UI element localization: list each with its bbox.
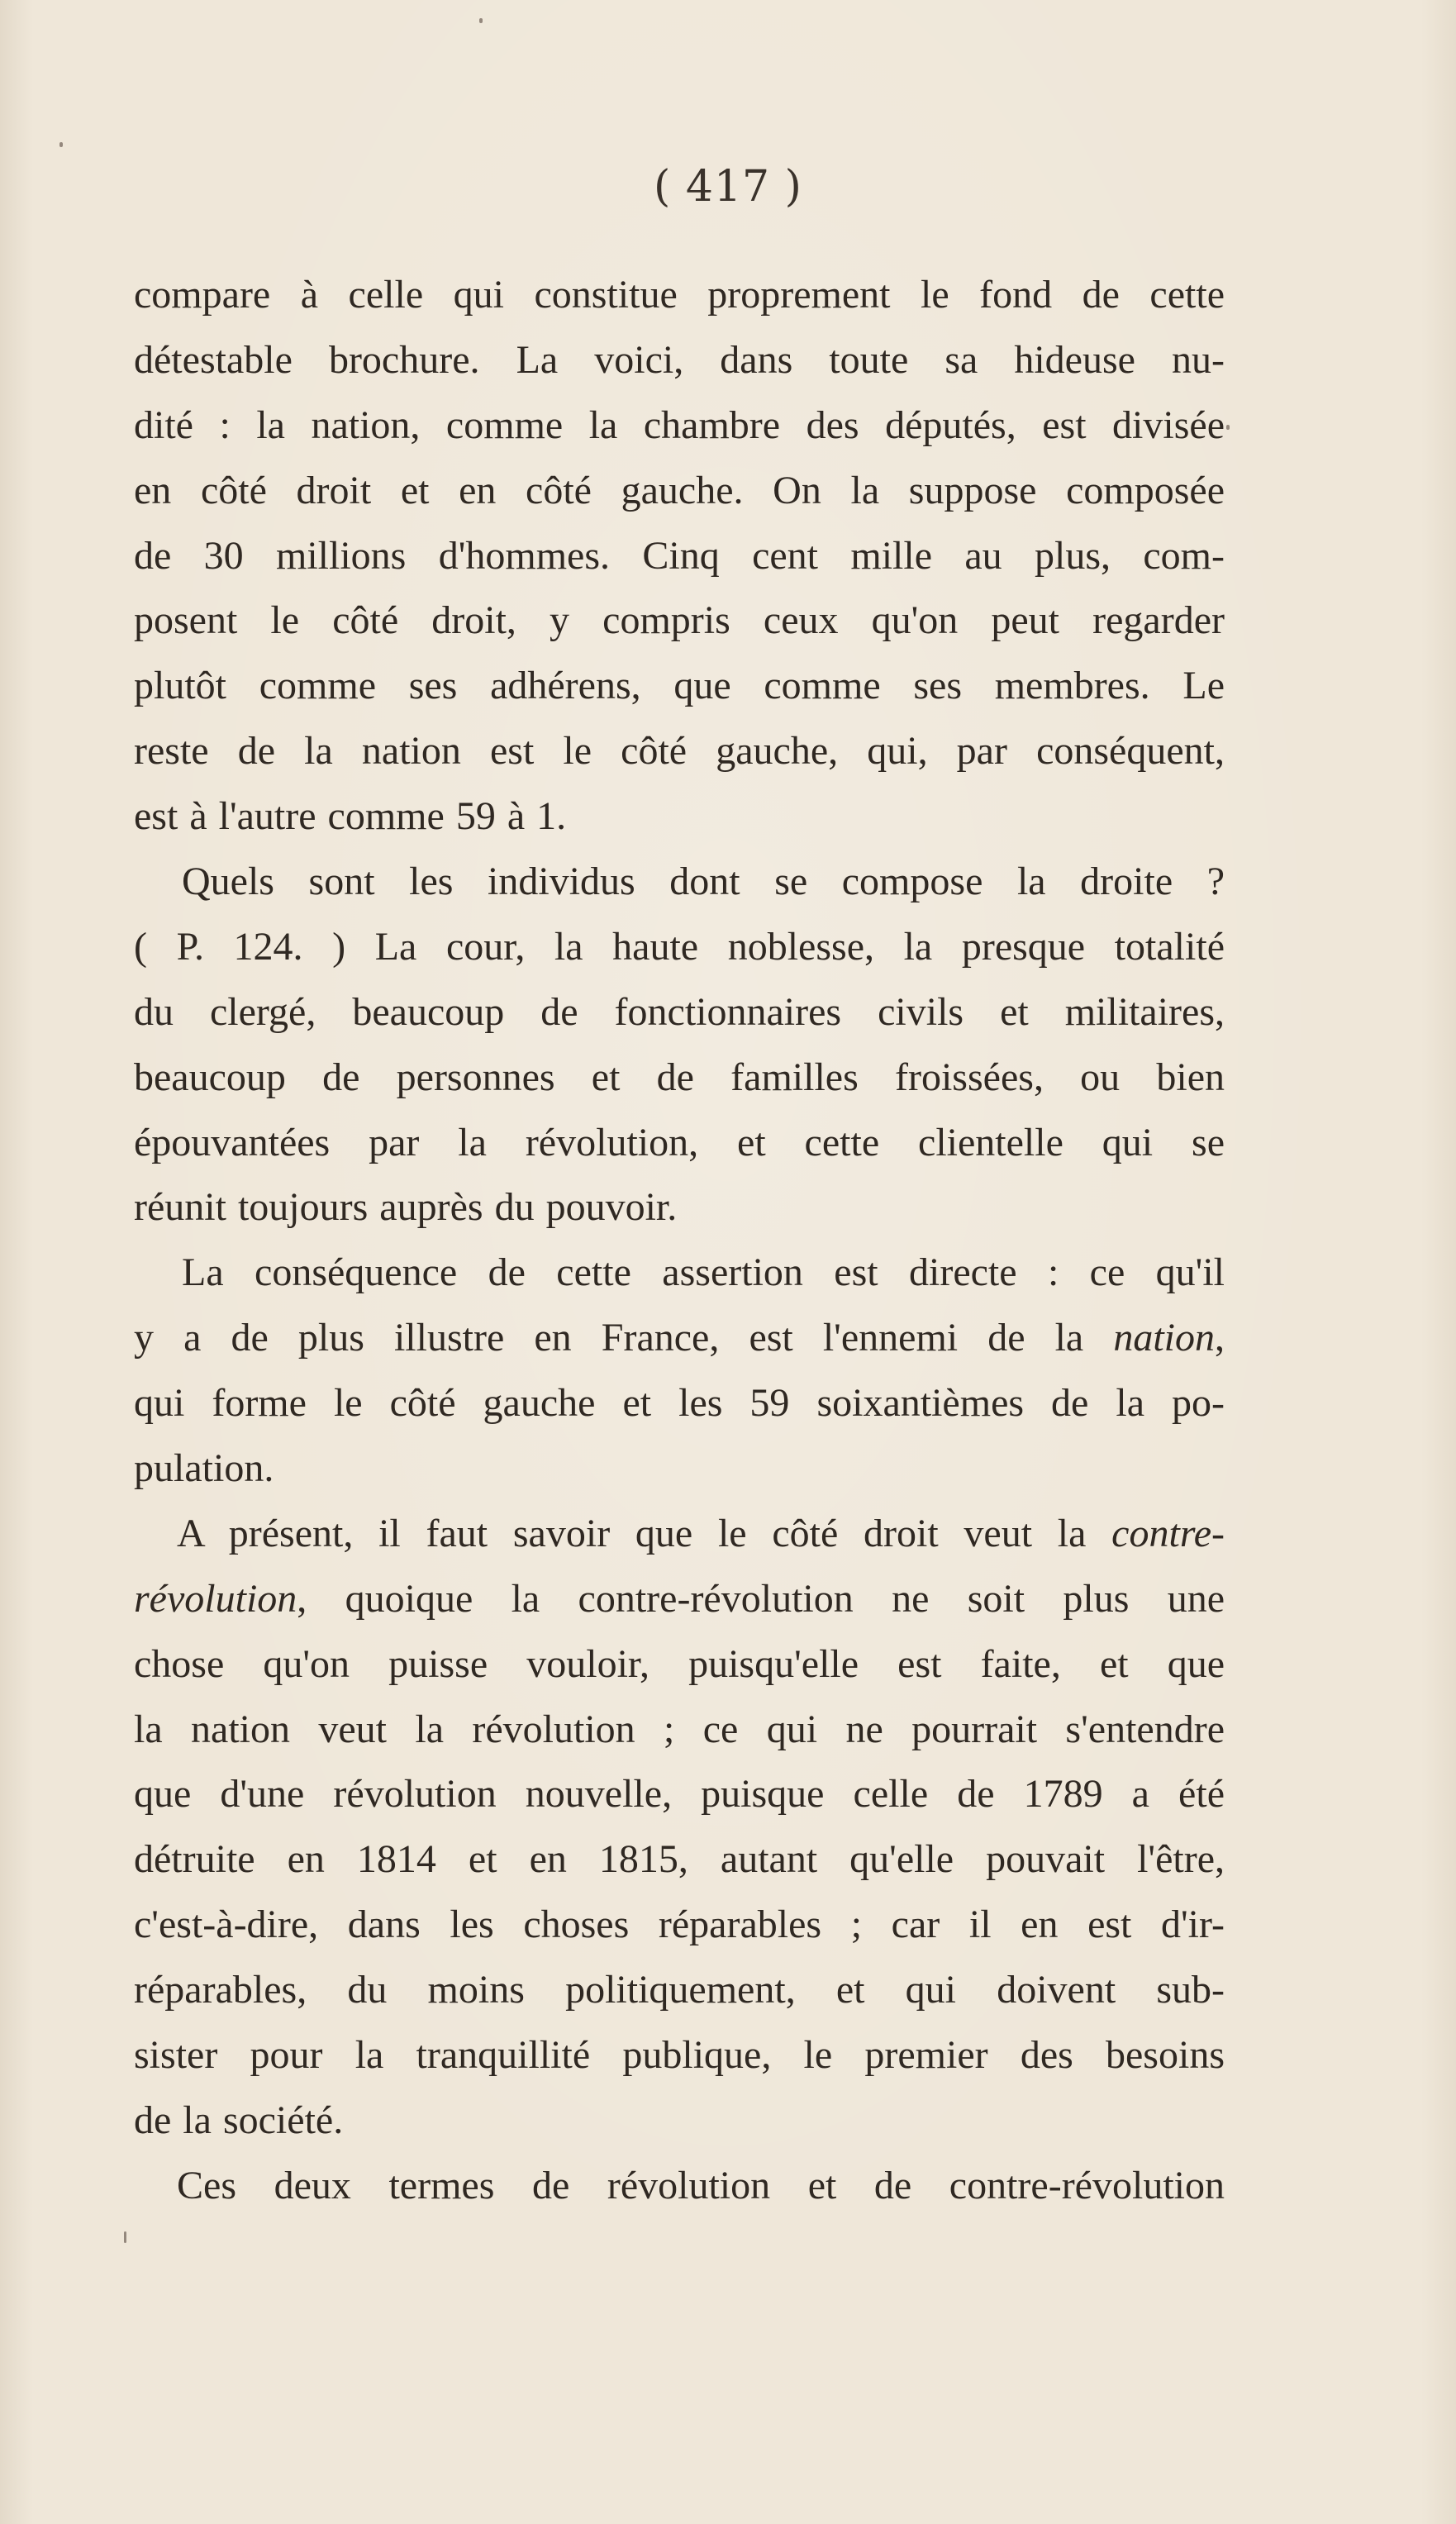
text-line: c'est-à-dire, dans les choses réparables ; car il en est d'ir- [134,1903,1225,1947]
text-line: réparables, du moins politiquement, et qui doivent sub- [134,1968,1225,2012]
text-line: de 30 millions d'hommes. Cinq cent mille au plus, com- [134,533,1225,578]
text-line: détruite en 1814 et en 1815, autant qu'elle pouvait l'être, [134,1837,1225,1882]
text-line: beaucoup de personnes et de familles froissées, ou bien [134,1055,1225,1099]
italic-word: révolution [134,1576,297,1621]
text-fragment: A présent, il faut savoir que le côté droit veut la [177,1511,1112,1555]
text-line [134,1502,1225,1567]
italic-word: contre- [1111,1511,1225,1555]
text-line: détestable brochure. La voici, dans toute sa hideuse nu- [134,337,1225,382]
text-fragment: , quoique la contre-révolution ne soit plus une [297,1576,1225,1621]
italic-word: nation [1113,1316,1215,1360]
text-line: épouvantées par la révolution, et cette clientelle qui se [134,1120,1225,1164]
paper-speck [1226,425,1230,430]
text-line [134,1306,1225,1371]
text-line: est à l'autre comme 59 à 1. [134,794,567,839]
text-line: chose qu'on puisse vouloir, puisqu'elle est faite, et que [134,1641,1225,1686]
text-line: réunit toujours auprès du pouvoir. [134,1185,678,1230]
paper-speck [59,142,63,147]
text-line: qui forme le côté gauche et les 59 soixantièmes de la po- [134,1381,1225,1426]
paper-speck [479,18,483,23]
text-line: reste de la nation est le côté gauche, qui, par conséquent, [134,729,1225,774]
text-fragment: y a de plus illustre en France, est l'ennemi de la [134,1316,1114,1360]
text-line: ( P. 124. ) La cour, la haute noblesse, la presque totalité [134,924,1225,969]
text-line: du clergé, beaucoup de fonctionnaires civils et militaires, [134,989,1225,1034]
text-line: Quels sont les individus dont se compose la droite ? [182,860,1225,904]
text-line: compare à celle qui constitue proprement le fond de cette [134,273,1225,317]
text-line: posent le côté droit, y compris ceux qu'on peut regarder [134,598,1225,643]
body-text [134,263,1225,2219]
page-number: ( 417 ) [654,162,802,212]
text-line: plutôt comme ses adhérens, que comme ses membres. Le [134,664,1225,708]
text-line: en côté droit et en côté gauche. On la suppose composée [134,468,1225,512]
text-fragment: , [1215,1316,1225,1360]
text-line: sister pour la tranquillité publique, le premier des besoins [134,2033,1225,2078]
paper-speck [124,2231,126,2243]
text-line: dité : la nation, comme la chambre des députés, est divisée [134,402,1225,447]
text-line [134,1567,1225,1632]
text-line: de la société. [134,2098,344,2142]
text-line: que d'une révolution nouvelle, puisque celle de 1789 a été [134,1772,1225,1817]
text-line: la nation veut la révolution ; ce qui ne pourrait s'entendre [134,1707,1225,1751]
text-line: La conséquence de cette assertion est directe : ce qu'il [182,1250,1225,1295]
text-line: pulation. [134,1446,274,1491]
text-line: Ces deux termes de révolution et de contre-révolution [177,2163,1225,2207]
